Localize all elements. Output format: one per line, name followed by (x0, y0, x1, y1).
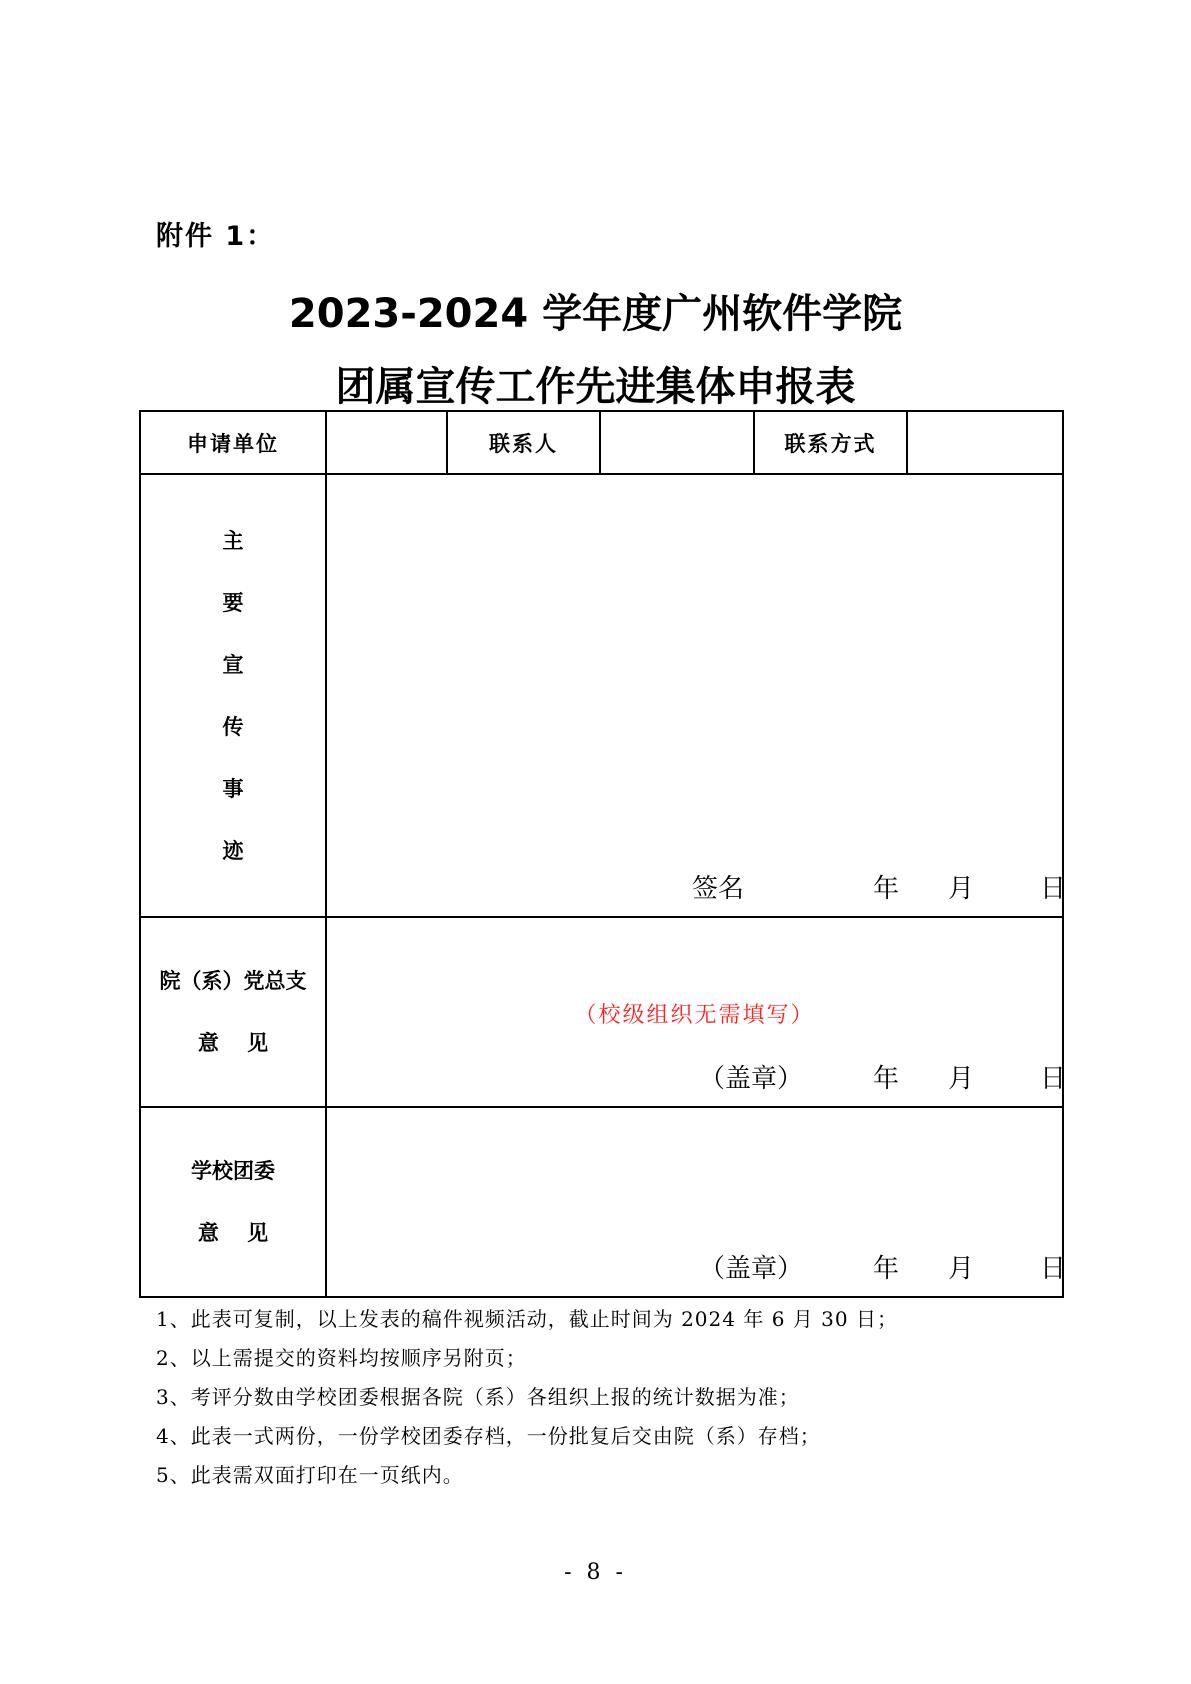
month-label: 月 (948, 1064, 975, 1094)
deeds-label-char: 事 (222, 776, 244, 801)
attachment-label: 附件 1： (156, 221, 276, 252)
school-opinion-field[interactable] (326, 1107, 1067, 1297)
deeds-content-field[interactable] (326, 474, 1067, 917)
deeds-signature-line (327, 868, 1067, 904)
page-number: - 8 - (564, 1560, 627, 1585)
application-form-table (139, 410, 1067, 1298)
deeds-label-char: 传 (222, 714, 244, 739)
note-item: 4、此表一式两份，一份学校团委存档，一份批复后交由院（系）存档； (156, 1424, 821, 1448)
day-label: 日 (1040, 1254, 1067, 1284)
month-label: 月 (948, 1254, 975, 1284)
contact-method-field[interactable] (907, 411, 1063, 474)
dept-stamp-line (327, 1058, 1067, 1094)
dept-opinion-field[interactable] (326, 917, 1067, 1107)
deeds-label-char: 主 (222, 528, 244, 553)
school-opinion-row (140, 1107, 1063, 1297)
stamp-label: （盖章） (699, 1254, 804, 1284)
signature-label: 签名 (692, 874, 745, 904)
deeds-label-char: 要 (222, 590, 244, 615)
year-label: 年 (873, 874, 900, 904)
applicant-unit-label: 申请单位 (140, 411, 326, 474)
dept-opinion-label-line1: 院（系）党总支 (159, 969, 307, 993)
year-label: 年 (873, 1254, 900, 1284)
contact-person-label: 联系人 (447, 411, 600, 474)
day-label: 日 (1040, 874, 1067, 904)
year-label: 年 (873, 1064, 900, 1094)
applicant-unit-field[interactable] (326, 411, 447, 474)
deeds-row (140, 474, 1063, 917)
dept-opinion-row (140, 917, 1063, 1107)
notes-list (156, 1300, 898, 1495)
dept-opinion-label (140, 917, 326, 1107)
header-row (140, 411, 1063, 474)
note-item: 3、考评分数由学校团委根据各院（系）各组织上报的统计数据为准； (156, 1385, 800, 1409)
day-label: 日 (1040, 1064, 1067, 1094)
deeds-label (140, 474, 326, 917)
note-item: 5、此表需双面打印在一页纸内。 (156, 1463, 464, 1487)
school-opinion-label-line2: 意 见 (197, 1221, 269, 1245)
contact-person-field[interactable] (600, 411, 754, 474)
school-level-note: （校级组织无需填写） (574, 1003, 815, 1028)
contact-method-label: 联系方式 (754, 411, 907, 474)
school-opinion-label (140, 1107, 326, 1297)
deeds-label-char: 迹 (222, 838, 244, 863)
stamp-label: （盖章） (699, 1064, 804, 1094)
title-line-2: 团属宣传工作先进集体申报表 (335, 364, 856, 410)
note-item: 1、此表可复制，以上发表的稿件视频活动，截止时间为 2024 年 6 月 30 日； (156, 1307, 898, 1331)
month-label: 月 (948, 874, 975, 904)
school-opinion-label-line1: 学校团委 (191, 1159, 275, 1183)
dept-opinion-label-line2: 意 见 (197, 1031, 269, 1055)
school-stamp-line (327, 1248, 1067, 1284)
note-item: 2、以上需提交的资料均按顺序另附页； (156, 1346, 527, 1370)
title-line-1: 2023-2024 学年度广州软件学院 (288, 291, 903, 337)
deeds-label-char: 宣 (222, 652, 244, 677)
